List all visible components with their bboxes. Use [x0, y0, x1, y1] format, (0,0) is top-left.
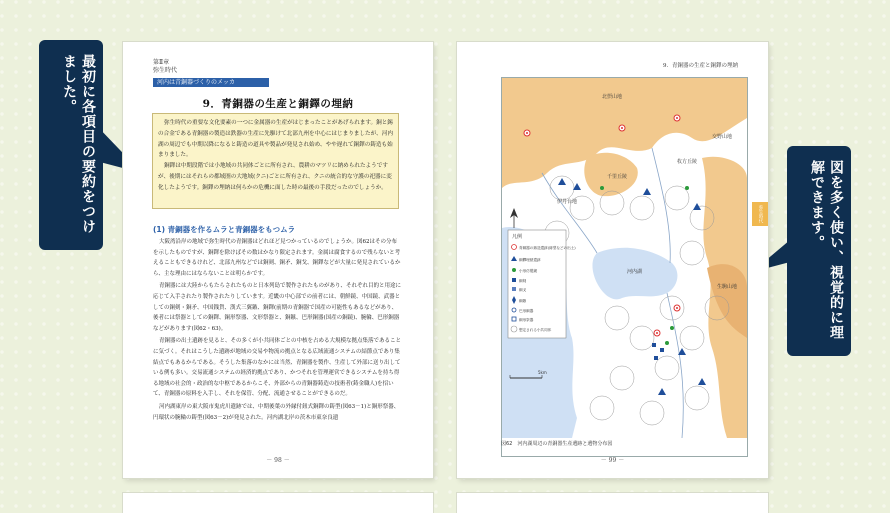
legend-item: 銅戈 — [519, 288, 527, 292]
body-paragraph: 大阪湾沿岸の地域で弥生時代の青銅器はどれほど見つかっているのでしょうか。図62はその分布を示したものですが、銅鐸を除けばその数はかなり限定されます。金属は腐食するので残らないと考えることもできるけれど、北部九州などでは銅剣、銅矛、銅戈、銅鐸などが大量に発見されているから、主な理由にはならないことは明らかです。 — [153, 239, 401, 277]
legend-item: 銅鏃 — [519, 299, 527, 303]
distribution-map — [501, 77, 748, 457]
label-hills: 千里丘陵 — [607, 174, 628, 180]
map-svg — [502, 78, 747, 438]
legend-item: 銅鐸埋納遺跡 — [519, 258, 541, 262]
scale-label: 5km — [538, 370, 547, 375]
label-lake: 河内湖 — [627, 269, 643, 275]
summary-paragraph: 弥生時代の重要な文化要素の一つに金属器の生産がはじまったことがあげられます。銅と錫の合金である青銅器の製造は鉄器の生産に先駆けて北部九州を中心にはじまりましたが、河内湖の周辺でも中期以降になると鋳造の道具や製品が発見され始め、やや遅れて銅鐸の鋳造も始まりました。 — [158, 120, 393, 159]
chapter-label: 第Ⅱ章 — [153, 59, 170, 66]
map-caption: 図62 河内湖周辺の青銅器生産遺跡と遺物分布図 — [501, 441, 613, 447]
running-header: 9．青銅器の生産と銅鐸の埋納 — [662, 63, 738, 69]
summary-paragraph: 銅鐸は中期段階では小地域の共同体ごとに所有され、農耕のマツリに納められたようですが、後期にはそれらの都域圏の大地域(クニ)ごとに所有され、クニの統合的な守護の祀器に変化したようです。銅鐸の埋納は何らかの危機に面した時の最後の手段だったのでしょうか。 — [158, 163, 392, 191]
legend-item: 銅剣 — [519, 279, 527, 283]
side-tab: 弥生時代 — [752, 202, 768, 226]
subheading: (1) 青銅器を作るムラと青銅器をもつムラ — [153, 225, 296, 234]
label-mountain-ikoma: 生駒山地 — [717, 284, 738, 290]
label-hills-east: 枚方丘陵 — [677, 159, 698, 165]
body-paragraph: 河内湖東岸の東大阪市鬼虎川遺跡では、中期後葉の外縁付鈕式銅鐸の鋳型(図63－1)と銅形祭器、円環状の腕輪の鋳型(図63－2)が発見された。河内湖北岸の茨木市東奈良遺 — [153, 403, 400, 421]
next-page-stub-right — [457, 493, 768, 513]
map-legend — [508, 230, 576, 338]
legend-item: 青銅器の鋳造遺跡(鋳型などの出土) — [519, 246, 576, 250]
legend-item: 小形仿製鏡 — [519, 269, 537, 273]
page-title: 9．青銅器の生産と銅鐸の埋納 — [202, 98, 354, 110]
legend-item: 銅形祭器 — [519, 318, 534, 322]
page-number-left: － 98 － — [266, 457, 290, 464]
body-text — [153, 237, 401, 425]
label-mountain-north: 北摂山地 — [602, 94, 623, 100]
body-paragraph: 青銅器の出土遺跡を見ると、その多くが小共同体ごとの中核を占める大規模な拠点集落であることに気づく。それはこうした遺跡が地域の交易や物流の拠点となる広域流通システムの結節点であり集結点でもあるからである。そうした集落のなかには当然、青銅器を製作、生産して外部に送り出している例も多い。交易流通システムの経済的拠点であり、かつそれを管理運営できるシステムを持ち得る地域の社会的・政治的な中枢であるからこそ、外部からの青銅器鋳造の技術者(鋳金職人)を招いて、青銅器の原料を入手し、それを保管、分配、流通させることができるのだ。 — [153, 338, 402, 398]
label-plateau: 伊丹台地 — [557, 199, 578, 205]
legend-title: 凡例 — [512, 234, 523, 240]
page-number-right: － 99 － — [600, 457, 625, 464]
callout-right: 図を多く使い、視覚的に理解できます。 — [787, 146, 851, 356]
body-paragraph: 青銅器には大陸からもたらされたものと日本列島で製作されたものがあり、それぞれ目的と用途に応じて入手されたり製作されたりしています。近畿の中心部での前者には、朝鮮鏡、中国鏡、武器としての銅剣・銅矛、中国銭貨、漢式三翼鏃、銅鐸(前期の青銅器で国産の可能性もあるなどがあり、後者には祭器としての銅鐸、銅形祭器、文形祭器と、銅鏃、巴形銅器(国産の銅鏡)、腕輪、巴形銅器などがあります(図62・63)。 — [153, 283, 402, 332]
section-band: 河内は青銅器づくりのメッカ — [153, 78, 269, 87]
label-mountain-east: 交野山地 — [712, 134, 733, 140]
next-page-stub-left — [123, 493, 433, 513]
legend-item: 巴形銅器 — [519, 309, 534, 313]
summary-box — [152, 113, 399, 209]
right-page — [457, 42, 768, 478]
left-page — [123, 42, 433, 478]
legend-item: 想定される小共同体 — [519, 328, 552, 332]
era-label: 弥生時代 — [153, 67, 178, 74]
callout-left: 最初に各項目の要約をつけました。 — [39, 40, 103, 250]
